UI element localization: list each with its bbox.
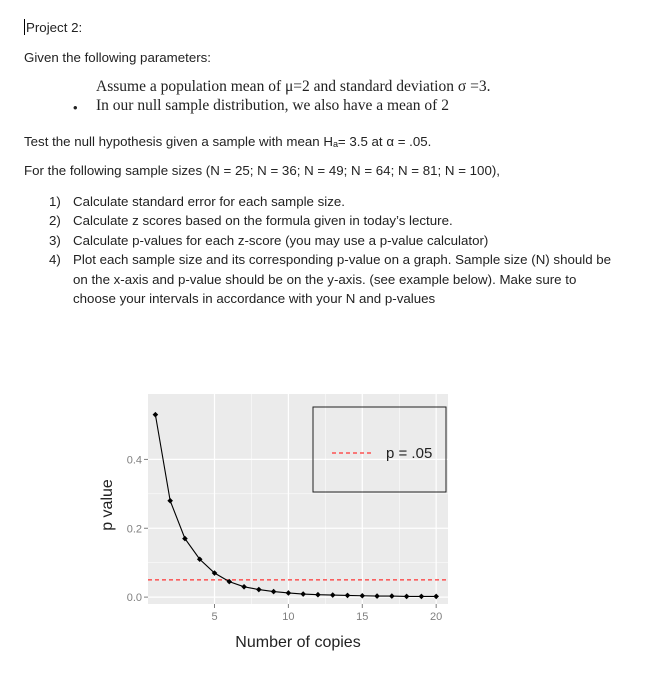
x-tick-label: 10 — [282, 611, 295, 623]
step-text: Calculate standard error for each sample size. — [73, 194, 345, 209]
plot-panel — [148, 394, 448, 604]
bullet-line-2: In our null sample distribution, we also have a mean of 2 — [96, 97, 449, 114]
bullet-line-1: Assume a population mean of μ=2 and standard deviation σ =3. — [96, 78, 491, 95]
sample-sizes-line: For the following sample sizes (N = 25; N = 36; N = 49; N = 64; N = 81; N = 100), — [24, 163, 500, 178]
project-title-text: Project 2: — [26, 20, 83, 35]
y-axis-label: p value — [99, 479, 116, 531]
y-tick-label: 0.0 — [126, 592, 142, 605]
y-tick-label: 0.2 — [126, 523, 142, 536]
step-number: 1) — [49, 194, 61, 209]
bullet-marker: • — [73, 100, 78, 115]
text-cursor — [24, 19, 25, 35]
project-title — [24, 19, 82, 35]
x-tick-label: 15 — [356, 611, 369, 623]
x-tick-label: 5 — [211, 611, 218, 623]
x-tick-label: 20 — [430, 611, 443, 623]
x-axis-label: Number of copies — [235, 634, 361, 651]
step-text: Plot each sample size and its corresponding p-value on a graph. Sample size (N) should be — [73, 252, 612, 267]
p-value-chart — [88, 388, 463, 658]
step-number: 2) — [49, 213, 61, 228]
step-number: 4) — [49, 252, 61, 267]
given-line: Given the following parameters: — [24, 50, 211, 65]
step-number: 3) — [49, 233, 61, 248]
step-text-continued: choose your intervals in accordance with your N and p-values — [73, 291, 436, 306]
y-tick-label: 0.4 — [126, 454, 142, 467]
step-text-continued: on the x-axis and p-value should be on the y-axis. (see example below). Make sure to — [73, 272, 577, 287]
step-text: Calculate z scores based on the formula given in today’s lecture. — [73, 213, 453, 228]
step-text: Calculate p-values for each z-score (you may use a p-value calculator) — [73, 233, 489, 248]
legend-label: p = .05 — [386, 445, 433, 462]
test-hypothesis-line: Test the null hypothesis given a sample with mean Hₐ= 3.5 at α = .05. — [24, 134, 432, 149]
